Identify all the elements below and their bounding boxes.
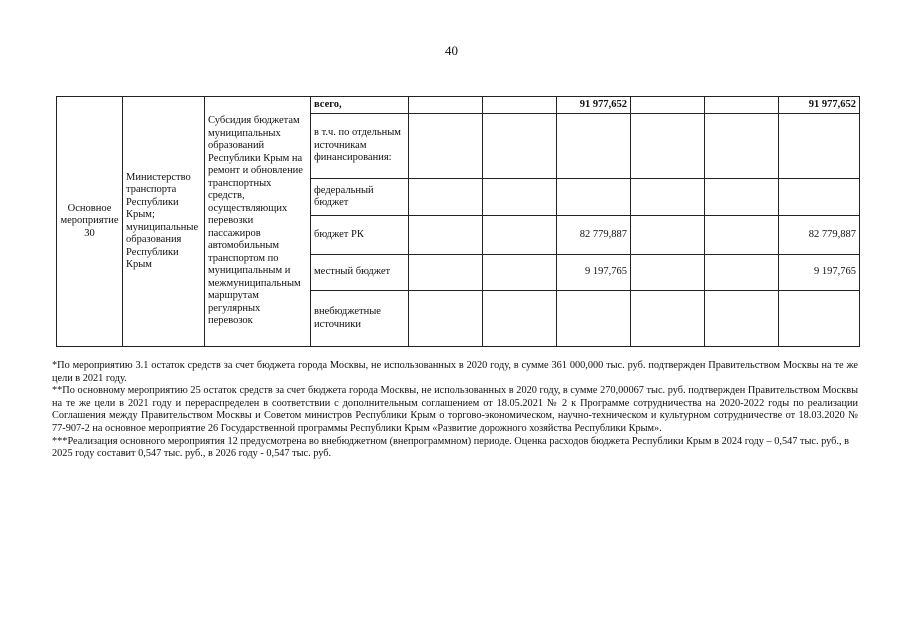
budget-table (56, 96, 860, 347)
value-cell: 9 197,765 (779, 255, 860, 291)
value-cell (705, 97, 779, 114)
value-cell (409, 255, 483, 291)
footnote: ***Реализация основного мероприятия 12 предусмотрена во внебюджетном (внепрограммном) периоде. Оценка расходов бюджета Республики Крым в 2024 году – 0,547 тыс. руб., в 2025 году составит 0,547 тыс. руб., в 2026 году - 0,547 тыс. руб. (52, 435, 849, 460)
value-cell (409, 291, 483, 347)
value-cell (409, 179, 483, 216)
value-cell (705, 255, 779, 291)
value-cell (483, 179, 557, 216)
value-cell: 9 197,765 (557, 255, 631, 291)
value-cell (631, 255, 705, 291)
value-cell (557, 291, 631, 347)
value-cell (409, 114, 483, 179)
value-cell (483, 97, 557, 114)
value-cell (409, 216, 483, 255)
value-cell (631, 114, 705, 179)
value-cell (705, 114, 779, 179)
value-cell (409, 97, 483, 114)
value-cell (779, 291, 860, 347)
measure-cell: Основное мероприятие 30 (57, 97, 123, 347)
page-number: 40 (445, 43, 458, 58)
footnote: *По мероприятию 3.1 остаток средств за счет бюджета города Москвы, не использованных в 2020 году, в сумме 361 000,000 тыс. руб. подтвержден Правительством Москвы на те же цели в 2021 году. (52, 360, 858, 384)
value-cell (705, 179, 779, 216)
source-cell: внебюджетные источники (311, 291, 409, 347)
source-cell: всего, (311, 97, 409, 114)
value-cell (557, 114, 631, 179)
value-cell: 91 977,652 (779, 97, 860, 114)
source-cell: бюджет РК (311, 216, 409, 255)
value-cell (483, 255, 557, 291)
value-cell (631, 216, 705, 255)
value-cell (631, 291, 705, 347)
source-cell: в т.ч. по отдельным источникам финансирования: (311, 114, 409, 179)
value-cell: 82 779,887 (779, 216, 860, 255)
footnotes (52, 360, 858, 461)
source-cell: местный бюджет (311, 255, 409, 291)
value-cell: 91 977,652 (557, 97, 631, 114)
footnote: **По основному мероприятию 25 остаток средств за счет бюджета города Москвы, не использованных в 2020 году, в сумме 270,00067 тыс. руб. подтвержден Правительством Москвы на те же цели в 2021 году и перераспределен в соответствии с дополнительным соглашением от 18.05.2021 № 2 к Программе сотрудничества на 2020-2022 годы по реализации Соглашения между Правительством Москвы и Советом министров Республики Крым о торгово-экономическом, научно-техническом и культурном сотрудничестве от 18.03.2020 № 77-907-2 на основное мероприятие 26 Государственной программы Республики Крым «Развитие дорожного хозяйства Республики Крым». (52, 385, 858, 434)
value-cell (631, 97, 705, 114)
source-cell: федеральный бюджет (311, 179, 409, 216)
value-cell (483, 216, 557, 255)
table-row-total (57, 97, 860, 114)
value-cell (705, 291, 779, 347)
value-cell (483, 114, 557, 179)
value-cell (779, 179, 860, 216)
value-cell (631, 179, 705, 216)
executor-cell: Министерство транспорта Республики Крым; муниципальные образования Республики Крым (123, 97, 205, 347)
value-cell: 82 779,887 (557, 216, 631, 255)
value-cell (557, 179, 631, 216)
value-cell (779, 114, 860, 179)
value-cell (483, 291, 557, 347)
value-cell (705, 216, 779, 255)
description-cell: Субсидия бюджетам муниципальных образований Республики Крым на ремонт и обновление транспортных средств, осуществляющих перевозки пассажиров автомобильным транспортом по муниципальным и межмуниципальным маршрутам регулярных перевозок (205, 97, 311, 347)
